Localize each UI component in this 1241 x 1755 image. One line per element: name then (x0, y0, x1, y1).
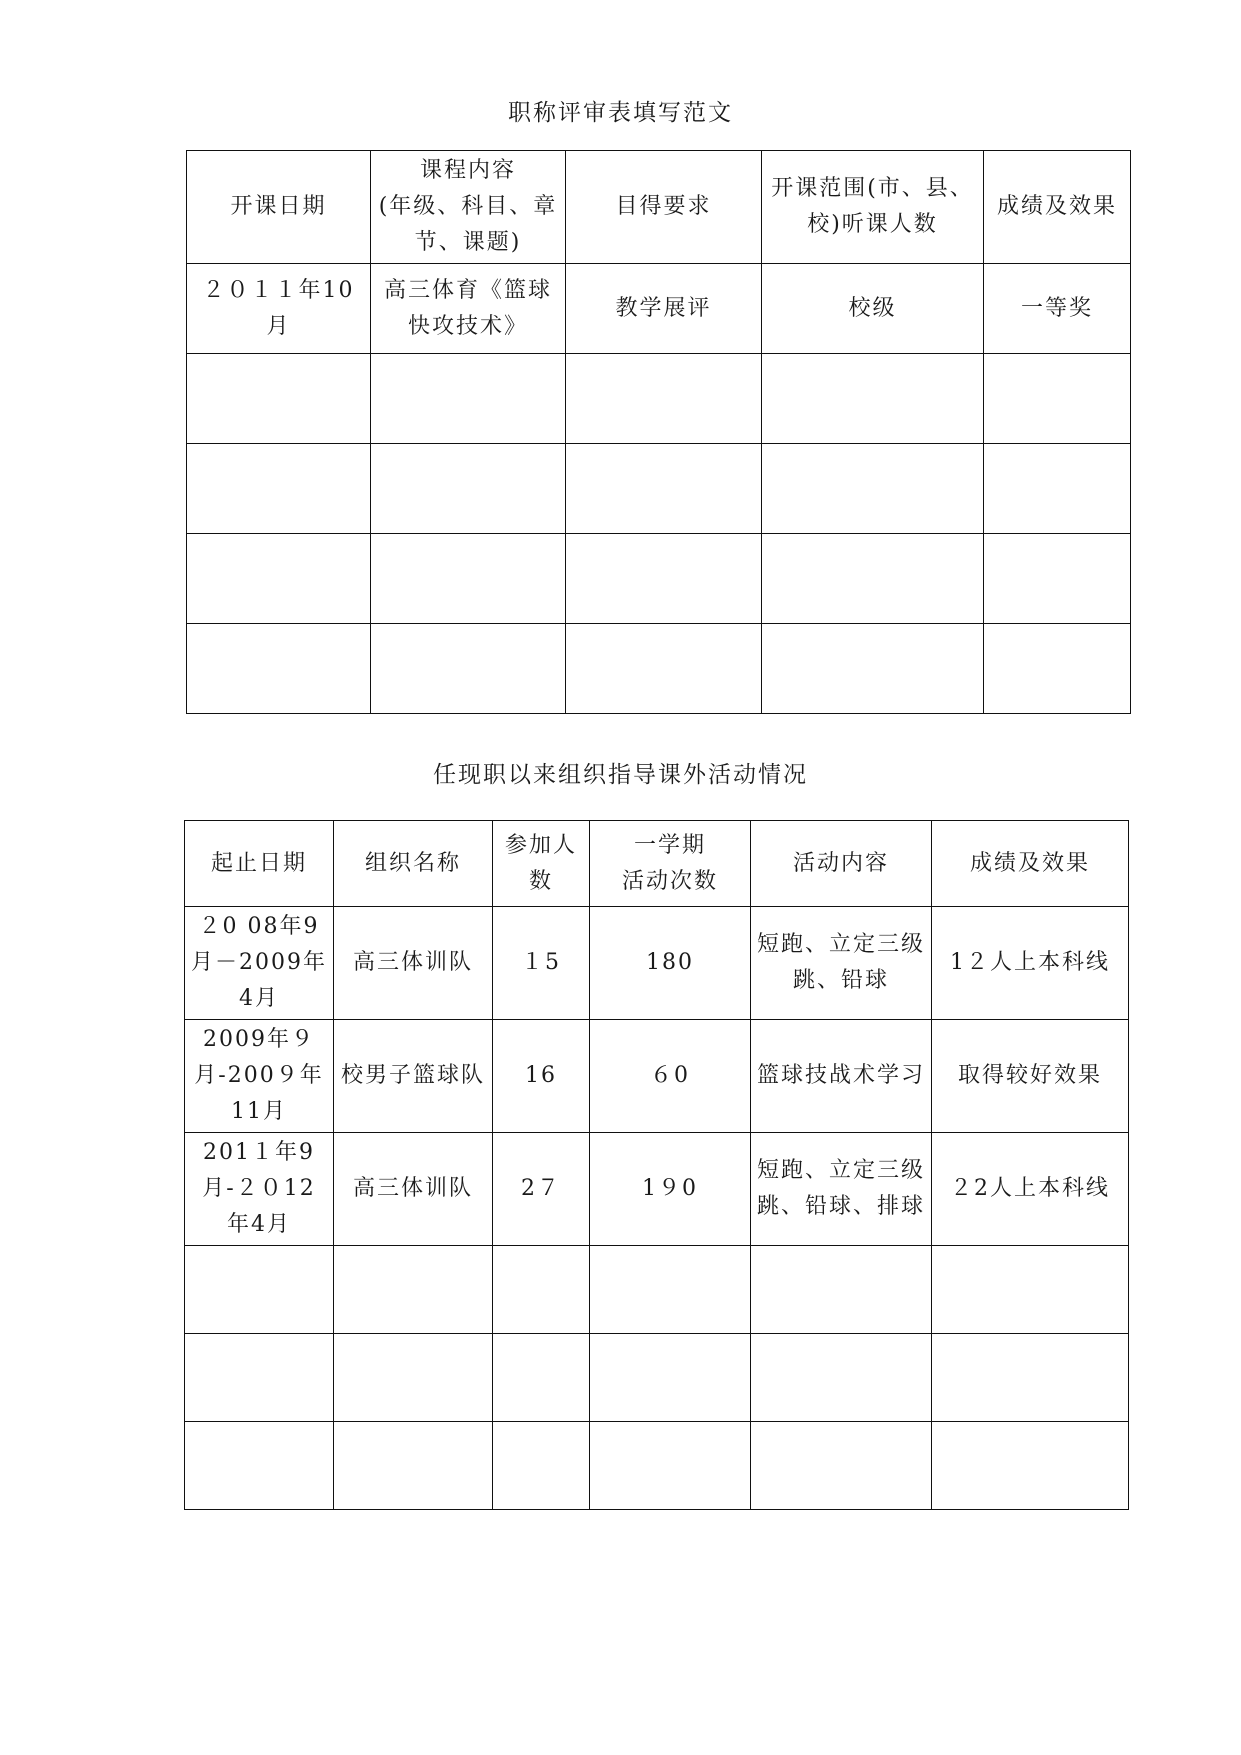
header-cell: 活动内容 (751, 821, 932, 907)
table-cell: ２０１１年10月 (187, 264, 371, 354)
table-cell (762, 354, 984, 444)
table-cell (762, 534, 984, 624)
table-cell: 201１年9月-２０12年4月 (185, 1133, 334, 1246)
table-cell (371, 534, 566, 624)
table-cell (590, 1246, 751, 1334)
table-cell: 取得较好效果 (932, 1020, 1129, 1133)
table-cell (371, 354, 566, 444)
table-cell (932, 1246, 1129, 1334)
table-cell (984, 444, 1131, 534)
table-cell (185, 1246, 334, 1334)
table-row (185, 907, 1129, 1020)
table-row (185, 1020, 1129, 1133)
table-row (187, 624, 1131, 714)
table-cell (590, 1334, 751, 1422)
table-cell: 2７ (493, 1133, 590, 1246)
table-cell (371, 624, 566, 714)
table-cell: ２2人上本科线 (932, 1133, 1129, 1246)
table-cell: 高三体育《篮球快攻技术》 (371, 264, 566, 354)
header-cell: 目得要求 (566, 151, 762, 264)
table-cell (566, 624, 762, 714)
table-cell (185, 1334, 334, 1422)
table-cell: ２0 08年9月－2009年4月 (185, 907, 334, 1020)
page-title: 职称评审表填写范文 (508, 100, 733, 126)
header-cell: 课程内容 (年级、科目、章节、课题) (371, 151, 566, 264)
table-cell (187, 444, 371, 534)
table-header-row (185, 821, 1129, 907)
table-cell (932, 1334, 1129, 1422)
table-cell: 1２人上本科线 (932, 907, 1129, 1020)
table-cell (751, 1422, 932, 1510)
table-cell: 教学展评 (566, 264, 762, 354)
course-records-table (186, 150, 1131, 714)
table-cell: 篮球技战术学习 (751, 1020, 932, 1133)
table-row (185, 1133, 1129, 1246)
table-row (187, 354, 1131, 444)
header-cell: 起止日期 (185, 821, 334, 907)
table-cell: 短跑、立定三级跳、铅球 (751, 907, 932, 1020)
table-cell (566, 354, 762, 444)
table-cell: 一等奖 (984, 264, 1131, 354)
table-row (187, 444, 1131, 534)
table-row (185, 1334, 1129, 1422)
table-cell (334, 1422, 493, 1510)
table-cell (187, 354, 371, 444)
table-cell (334, 1246, 493, 1334)
header-cell: 成绩及效果 (984, 151, 1131, 264)
table-cell: 180 (590, 907, 751, 1020)
table-cell (371, 444, 566, 534)
header-cell: 开课日期 (187, 151, 371, 264)
table-cell (493, 1422, 590, 1510)
header-cell: 开课范围(市、县、校)听课人数 (762, 151, 984, 264)
table-cell: 校男子篮球队 (334, 1020, 493, 1133)
table-row (187, 264, 1131, 354)
table-cell (187, 624, 371, 714)
table-cell (762, 444, 984, 534)
header-cell: 一学期 活动次数 (590, 821, 751, 907)
table-cell (984, 534, 1131, 624)
table-cell (187, 534, 371, 624)
table-cell (493, 1246, 590, 1334)
table-cell (566, 444, 762, 534)
table-cell: 高三体训队 (334, 907, 493, 1020)
table-cell (932, 1422, 1129, 1510)
header-cell: 成绩及效果 (932, 821, 1129, 907)
section-title: 任现职以来组织指导课外活动情况 (433, 762, 808, 788)
table-cell: 高三体训队 (334, 1133, 493, 1246)
table-cell (984, 354, 1131, 444)
table-cell: ６0 (590, 1020, 751, 1133)
table-cell: １5 (493, 907, 590, 1020)
table-cell: 2009年９月-200９年11月 (185, 1020, 334, 1133)
table-cell (984, 624, 1131, 714)
table-row (187, 534, 1131, 624)
header-cell: 参加人数 (493, 821, 590, 907)
table-header-row (187, 151, 1131, 264)
table-cell (590, 1422, 751, 1510)
activities-table (184, 820, 1129, 1510)
table-cell (185, 1422, 334, 1510)
table-cell: 16 (493, 1020, 590, 1133)
table-cell: 校级 (762, 264, 984, 354)
table-cell (493, 1334, 590, 1422)
table-cell: 1９0 (590, 1133, 751, 1246)
table-cell (334, 1334, 493, 1422)
table-cell (751, 1334, 932, 1422)
table-cell (566, 534, 762, 624)
table-row (185, 1422, 1129, 1510)
table-cell (762, 624, 984, 714)
table-row (185, 1246, 1129, 1334)
table-cell (751, 1246, 932, 1334)
header-cell: 组织名称 (334, 821, 493, 907)
table-cell: 短跑、立定三级跳、铅球、排球 (751, 1133, 932, 1246)
